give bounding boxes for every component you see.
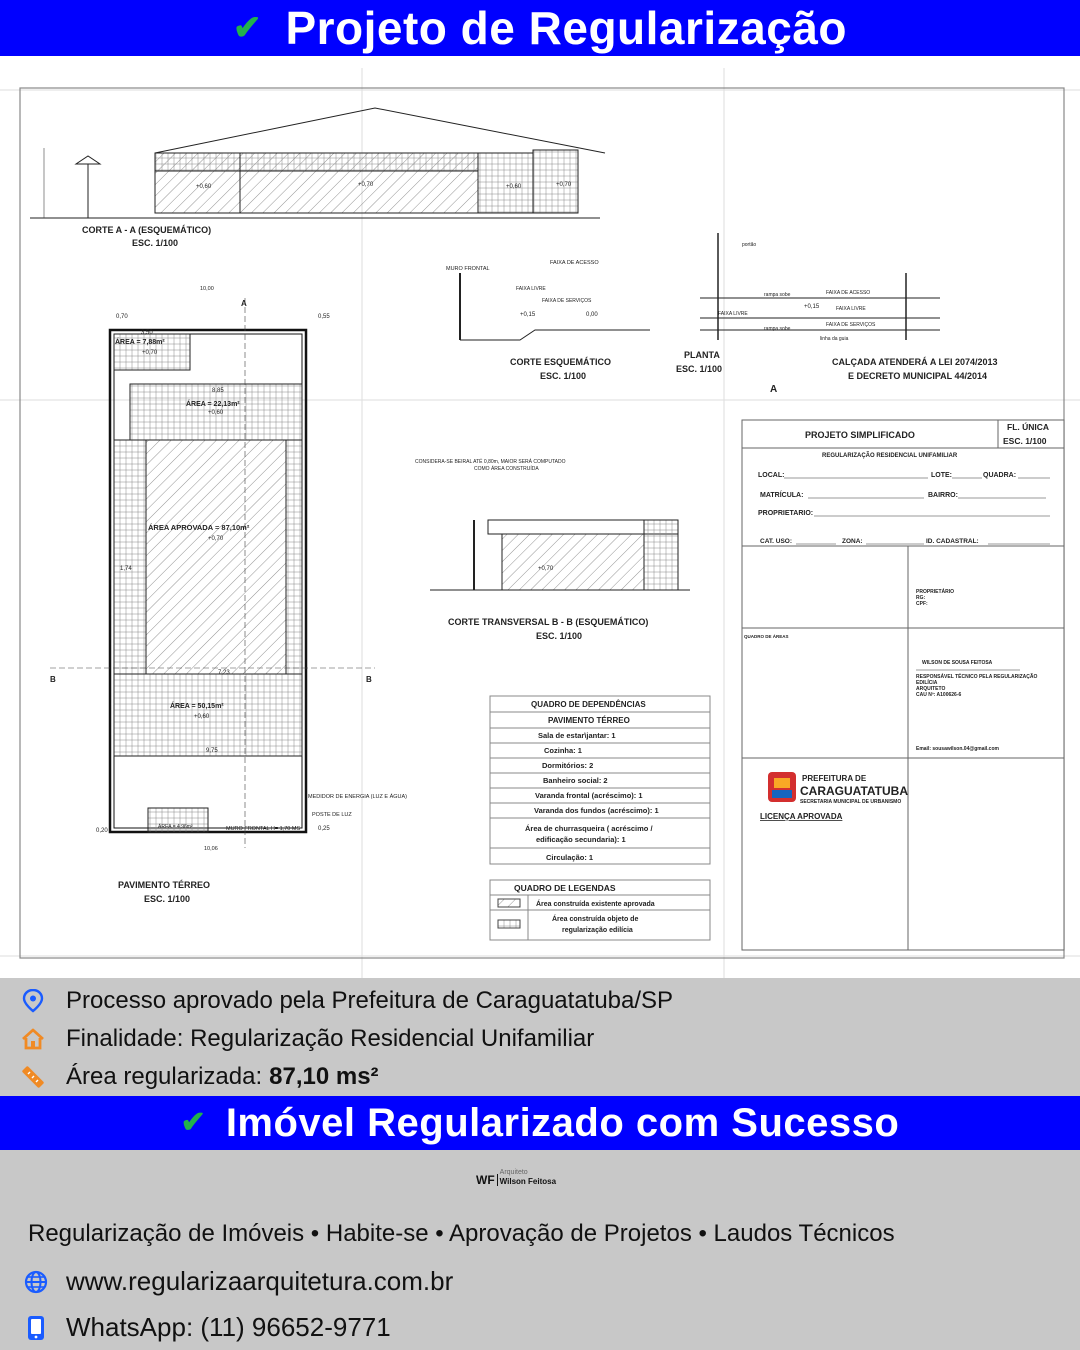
city-logo [768,772,796,802]
svg-text:RESPONSÁVEL TÉCNICO PELA REGUL: RESPONSÁVEL TÉCNICO PELA REGULARIZAÇÃO [916,674,1038,680]
phone-icon [22,1314,50,1342]
header-banner [0,0,1080,56]
svg-text:7,23: 7,23 [218,670,230,676]
svg-text:+0,60: +0,60 [208,410,224,416]
svg-text:0,70: 0,70 [116,314,128,320]
svg-text:MURO FRONTAL: MURO FRONTAL [446,266,490,272]
svg-text:+0,15: +0,15 [804,304,820,310]
svg-text:+0,70: +0,70 [142,350,158,356]
svg-text:A: A [241,299,247,308]
svg-text:+0,70: +0,70 [208,536,224,542]
svg-text:Banheiro social: 2: Banheiro social: 2 [543,776,608,785]
svg-text:FAIXA DE SERVIÇOS: FAIXA DE SERVIÇOS [542,298,592,304]
svg-text:+0,70: +0,70 [358,182,374,188]
svg-text:QUADRO DE ÁREAS: QUADRO DE ÁREAS [744,634,789,639]
svg-text:CONSIDERA-SE BEIRAL ATÉ 0,80m,: CONSIDERA-SE BEIRAL ATÉ 0,80m, MAIOR SERÁ COMPUTADO [415,459,566,465]
svg-text:FAIXA LIVRE: FAIXA LIVRE [516,286,546,292]
svg-text:PREFEITURA DE: PREFEITURA DE [802,774,867,783]
svg-text:8,85: 8,85 [212,388,224,394]
architect-logo [476,1168,556,1186]
svg-text:MATRÍCULA:: MATRÍCULA: [760,492,804,499]
dependencies-table [490,696,710,864]
svg-text:FAIXA DE ACESSO: FAIXA DE ACESSO [826,290,871,296]
svg-text:ESC. 1/100: ESC. 1/100 [144,894,191,904]
svg-text:B: B [50,675,56,684]
info-panel [0,978,1080,1096]
info-row-approval [20,982,1080,1020]
svg-text:+0,70: +0,70 [538,566,554,572]
svg-text:WILSON DE SOUSA FEITOSA: WILSON DE SOUSA FEITOSA [922,660,993,666]
ground-floor-plan [50,286,407,904]
location-pin-icon [20,988,46,1014]
website-text: www.regularizaarquitetura.com.br [66,1266,454,1296]
svg-text:MURO FRONTAL H= 1,70 MS: MURO FRONTAL H= 1,70 MS [226,826,301,832]
svg-text:ESC. 1/100: ESC. 1/100 [676,364,723,374]
svg-text:CAT. USO:: CAT. USO: [760,538,793,545]
svg-text:+0,15: +0,15 [520,312,536,318]
svg-text:POSTE DE LUZ: POSTE DE LUZ [312,812,352,818]
svg-text:REGULARIZAÇÃO RESIDENCIAL UNIF: REGULARIZAÇÃO RESIDENCIAL UNIFAMILIAR [822,453,958,459]
page-title: Projeto de Regularização [285,2,848,54]
svg-text:A: A [770,384,778,395]
svg-text:QUADRO DE LEGENDAS: QUADRO DE LEGENDAS [514,883,616,893]
svg-text:Área construída objeto de: Área construída objeto de [552,916,639,923]
svg-text:+0,60: +0,60 [506,184,522,190]
whatsapp-link[interactable] [22,1312,391,1343]
drawing-svg [0,68,1080,978]
area-value: 87,10 ms² [269,1063,379,1090]
svg-text:FAIXA LIVRE: FAIXA LIVRE [718,311,748,317]
svg-text:regularização edilícia: regularização edilícia [562,927,633,934]
svg-text:3,50: 3,50 [141,330,153,336]
svg-text:portão: portão [742,242,757,248]
svg-text:FAIXA DE SERVIÇOS: FAIXA DE SERVIÇOS [826,322,876,328]
svg-text:linha da guia: linha da guia [820,336,849,342]
footer [0,1150,1080,1350]
svg-text:1,74: 1,74 [120,566,132,572]
svg-text:9,75: 9,75 [206,748,218,754]
info-row-purpose [20,1020,1080,1058]
svg-text:LICENÇA APROVADA: LICENÇA APROVADA [760,812,843,821]
svg-text:10,06: 10,06 [204,846,218,852]
globe-icon [22,1268,50,1296]
title-block [742,420,1064,950]
svg-text:rampa sobe: rampa sobe [764,292,791,298]
svg-text:Área construída existente apro: Área construída existente aprovada [536,901,655,908]
svg-text:SECRETARIA MUNICIPAL DE URBANI: SECRETARIA MUNICIPAL DE URBANISMO [800,799,902,805]
svg-text:0,20: 0,20 [96,828,108,834]
svg-text:+0,60: +0,60 [194,714,210,720]
svg-text:edificação secundaria): 1: edificação secundaria): 1 [536,835,626,844]
svg-text:0,55: 0,55 [318,314,330,320]
whatsapp-text: WhatsApp: (11) 96652-9771 [66,1312,391,1342]
house-icon [20,1026,46,1052]
svg-text:ÁREA = 7,88m²: ÁREA = 7,88m² [115,339,165,346]
svg-text:Dormitórios: 2: Dormitórios: 2 [542,761,594,770]
svg-text:CALÇADA ATENDERÁ A LEI 2074/2: CALÇADA ATENDERÁ A LEI 2074/2013 [832,357,998,367]
svg-text:FAIXA DE ACESSO: FAIXA DE ACESSO [550,260,599,266]
svg-text:Área de churrasqueira ( acrésc: Área de churrasqueira ( acréscimo / [525,824,653,833]
svg-text:CARAGUATATUBA: CARAGUATATUBA [800,784,908,798]
svg-text:CAU Nº: A100626-6: CAU Nº: A100626-6 [916,692,962,698]
check-icon: ✔ [180,1106,206,1139]
svg-text:FAIXA LIVRE: FAIXA LIVRE [836,306,866,312]
svg-text:ESC. 1/100: ESC. 1/100 [1003,436,1047,446]
svg-text:ZONA:: ZONA: [842,538,863,545]
svg-text:0,00: 0,00 [586,312,598,318]
svg-text:Email: sousawilson.04@gmail.co: Email: sousawilson.04@gmail.com [916,746,999,752]
svg-text:PLANTA: PLANTA [684,350,720,360]
svg-text:ESC. 1/100: ESC. 1/100 [536,631,583,641]
success-title: Imóvel Regularizado com Sucesso [225,1100,900,1145]
svg-text:+0,60: +0,60 [196,184,212,190]
svg-text:rampa sobe: rampa sobe [764,326,791,332]
success-banner [0,1096,1080,1150]
svg-text:LOTE:: LOTE: [931,472,952,479]
area-label: Área regularizada: [66,1063,263,1090]
svg-text:ÁREA = 22,13m²: ÁREA = 22,13m² [186,401,240,408]
svg-text:ÁREA = 50,15m²: ÁREA = 50,15m² [170,703,224,710]
svg-text:0,25: 0,25 [318,826,330,832]
svg-text:Cozinha: 1: Cozinha: 1 [544,746,582,755]
svg-text:10,00: 10,00 [200,286,214,292]
logo-small-text: Arquiteto [499,1169,528,1176]
svg-text:B: B [366,675,372,684]
svg-text:ESC. 1/100: ESC. 1/100 [540,371,587,381]
svg-text:PROPRIETÁRIO: PROPRIETÁRIO [916,589,955,595]
svg-text:CPF:: CPF: [916,601,928,607]
svg-text:BAIRRO:: BAIRRO: [928,492,958,499]
section-schematic [446,260,650,381]
svg-text:CORTE TRANSVERSAL B - B (E: CORTE TRANSVERSAL B - B (ESQUEMÁTICO) [448,617,649,627]
website-link[interactable] [22,1266,453,1297]
svg-text:LOCAL:: LOCAL: [758,472,785,479]
svg-text:CORTE ESQUEMÁTICO: CORTE ESQUEMÁTICO [510,357,612,367]
check-icon: ✔ [232,9,262,47]
svg-text:ÁREA APROVADA = 87,10m²: ÁREA APROVADA = 87,10m² [148,523,250,532]
section-b-b [415,458,690,641]
svg-text:PAVIMENTO TÉRREO: PAVIMENTO TÉRREO [548,716,630,725]
svg-text:Sala de estar\jantar: 1: Sala de estar\jantar: 1 [538,731,616,740]
logo-initials: WF [476,1174,498,1186]
logo-name: Wilson Feitosa [499,1177,557,1186]
svg-text:Varanda dos fundos (acréscimo): Varanda dos fundos (acréscimo): 1 [534,806,659,815]
svg-text:ÁREA = 4,96m²: ÁREA = 4,96m² [158,824,193,830]
svg-text:PROJETO SIMPLIFICADO: PROJETO SIMPLIFICADO [805,430,915,440]
svg-text:EDILÍCIA: EDILÍCIA [916,680,938,686]
svg-text:PROPRIETARIO:: PROPRIETARIO: [758,510,814,517]
svg-text:MEDIDOR DE ENERGIA (LUZ E ÁGUA: MEDIDOR DE ENERGIA (LUZ E ÁGUA) [308,794,408,800]
ruler-icon [20,1064,46,1090]
svg-text:ESC. 1/100: ESC. 1/100 [132,238,179,248]
services-text: Regularização de Imóveis • Habite-se • Aprovação de Projetos • Laudos Técnicos [28,1220,895,1247]
svg-text:CORTE A - A (ESQUEMÁTICO): CORTE A - A (ESQUEMÁTICO) [82,225,212,235]
svg-text:COMO ÁREA CONSTRUÍDA: COMO ÁREA CONSTRUÍDA [474,466,539,472]
svg-text:ID. CADASTRAL:: ID. CADASTRAL: [926,538,979,545]
approval-text: Processo aprovado pela Prefeitura de Caraguatatuba/SP [66,987,674,1014]
svg-text:+0,70: +0,70 [556,182,572,188]
svg-text:QUADRA:: QUADRA: [983,472,1017,479]
svg-text:E DECRETO MUNICIPAL 44/2014: E DECRETO MUNICIPAL 44/2014 [848,371,988,381]
svg-text:QUADRO DE DEPENDÊNCIAS: QUADRO DE DEPENDÊNCIAS [531,700,646,709]
svg-text:Circulação: 1: Circulação: 1 [546,853,594,862]
section-a-a [30,108,605,248]
architectural-drawing [0,68,1080,978]
legend-table [490,880,710,940]
purpose-text: Finalidade: Regularização Residencial Unifamiliar [66,1025,595,1052]
svg-text:FL. ÚNICA: FL. ÚNICA [1007,422,1050,432]
svg-text:RG:: RG: [916,595,926,601]
info-row-area [20,1058,1080,1096]
svg-text:ARQUITETO: ARQUITETO [916,686,946,692]
svg-text:PAVIMENTO TÉRREO: PAVIMENTO TÉRREO [118,880,211,890]
svg-text:Varanda frontal (acréscimo): 1: Varanda frontal (acréscimo): 1 [535,791,643,800]
